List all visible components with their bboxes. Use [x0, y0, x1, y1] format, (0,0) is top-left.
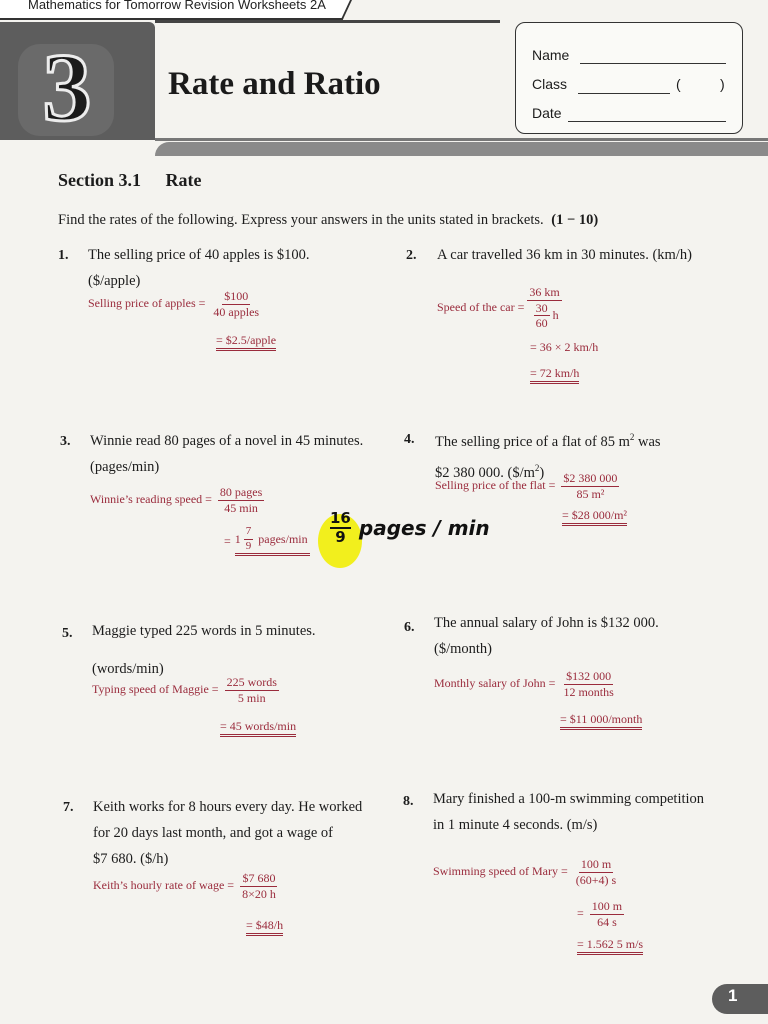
fraction: $\frac{\text{80 pages}}{45 \min}$ — [219, 485, 263, 515]
working-label: Swimming speed of Mary = — [433, 863, 568, 878]
class-line[interactable] — [578, 93, 670, 94]
q4-answer: = $28 000/m² — [562, 508, 627, 523]
question-number: 4. — [404, 432, 415, 447]
q2-step: = 36 × 2 km/h — [530, 340, 599, 354]
class-paren-open: ( — [676, 76, 681, 92]
fraction: $\frac{100 m}{(60+4) s}$ — [575, 857, 617, 887]
working-label: Selling price of the flat = — [435, 477, 556, 492]
fraction: $\frac{\$132 000}{\text{12 months}}$ — [563, 669, 614, 699]
section-label: Section 3.1 — [58, 170, 141, 190]
question-unit: ($/month) — [434, 641, 492, 657]
handwritten-note — [330, 510, 490, 545]
question-number: 8. — [403, 794, 414, 809]
fraction: $\frac{100 m}{64 s}$ — [591, 899, 623, 929]
working-label: Monthly salary of John = — [434, 675, 556, 690]
handwritten-bottom: 9 — [335, 527, 346, 546]
class-label: Class — [532, 76, 568, 92]
fraction: $\frac{\text{225 words}}{5 \min}$ — [226, 675, 277, 705]
q2-answer: = 72 km/h — [530, 366, 579, 381]
question-2 — [437, 242, 757, 268]
chapter-number: 3 — [42, 34, 92, 142]
question-unit: (pages/min) — [90, 459, 160, 475]
q8-working — [433, 858, 621, 886]
question-text: Winnie read 80 pages of a novel in 45 minutes. — [90, 433, 364, 449]
question-number: 6. — [404, 620, 415, 635]
date-line[interactable] — [568, 121, 726, 122]
fraction: $\frac{\$100}{\text{40 apples}}$ — [213, 289, 260, 319]
q8-answer: = 1.562 5 m/s — [577, 937, 643, 952]
q7-working — [93, 872, 281, 900]
instruction-range: (1 − 10) — [551, 212, 599, 228]
handwritten-unit: pages / min — [358, 515, 490, 540]
question-number: 3. — [60, 434, 71, 449]
question-text: The selling price of 40 apples is $100. — [88, 247, 310, 263]
q1-working — [88, 290, 264, 318]
date-label: Date — [532, 105, 562, 121]
q7-answer: = $48/h — [246, 918, 283, 933]
section-title: Rate — [165, 170, 202, 190]
question-text: Maggie typed 225 words in 5 minutes. — [92, 623, 316, 639]
section-heading — [58, 170, 201, 191]
fraction: $\frac{\$7 680}{8\times 20 h}$ — [242, 871, 276, 901]
q6-answer: = $11 000/month — [560, 712, 642, 727]
question-8: Mary finished a 100-m swimming competition in 1 minute 4 seconds. (m/s) — [433, 786, 753, 838]
question-7: Keith works for 8 hours every day. He worked for 20 days last month, and got a wage of $7 680. ($/h) — [93, 794, 393, 872]
name-line[interactable] — [580, 63, 726, 64]
title-rule-top — [155, 20, 500, 23]
q8-step: = $\frac{100 m}{64 s}$ — [577, 899, 623, 929]
header-band — [0, 0, 768, 160]
instruction-text: Find the rates of the following. Express your answers in the units stated in brackets. — [58, 212, 544, 228]
class-paren-close: ) — [720, 76, 725, 92]
question-text: Keith works for 8 hours every day. He worked — [93, 799, 363, 815]
title-rule-shadow — [155, 142, 768, 156]
q6-working — [434, 670, 619, 698]
name-label: Name — [532, 47, 570, 63]
question-number: 1. — [58, 248, 69, 263]
question-unit: ($/apple) — [88, 273, 141, 289]
question-number: 7. — [63, 800, 74, 815]
question-unit: (words/min) — [92, 661, 164, 677]
working-label: Keith’s hourly rate of wage = — [93, 877, 235, 892]
fraction: $\frac{\$2 380 000}{\text{85 m²}}$ — [563, 471, 618, 501]
q4-working — [435, 472, 622, 500]
question-6 — [434, 610, 754, 662]
page-number-tab — [712, 984, 768, 1014]
working-label: Winnie’s reading speed = — [90, 491, 212, 506]
question-text: Mary finished a 100-m swimming competition — [433, 791, 705, 807]
instruction — [58, 212, 598, 229]
student-info-box — [515, 22, 743, 134]
working-label: Selling price of apples = — [88, 295, 206, 310]
working-label: Typing speed of Maggie = — [92, 681, 219, 696]
handwritten-top: 16 — [330, 509, 351, 527]
chapter-title: Rate and Ratio — [168, 66, 381, 102]
running-title: Mathematics for Tomorrow Revision Worksheets 2A — [28, 0, 326, 12]
page-number: 1 — [728, 986, 738, 1005]
question-3 — [90, 428, 390, 480]
q3-working — [90, 486, 267, 514]
question-number: 5. — [62, 626, 73, 641]
q5-working — [92, 676, 282, 704]
q1-answer: = $2.5/apple — [216, 333, 276, 348]
question-5 — [92, 618, 392, 682]
compound-fraction: 36 km $\frac{30}{60}$ h — [529, 285, 560, 331]
title-rule-bottom — [155, 138, 768, 141]
question-number: 2. — [406, 248, 417, 263]
q5-answer: = 45 words/min — [220, 719, 296, 734]
question-text: A car travelled 36 km in 30 minutes. (km/h) — [437, 247, 692, 263]
question-text: The annual salary of John is $132 000. — [434, 615, 659, 631]
q2-working — [437, 286, 565, 330]
question-1 — [88, 242, 388, 294]
working-label: Speed of the car = — [437, 300, 525, 315]
question-4: The selling price of a flat of 85 $m^2$ was $2 380 000. $(\$/m^2)$ — [435, 432, 661, 481]
q3-answer: = 1 $\frac{7}{9}$ pages/min — [224, 526, 310, 556]
